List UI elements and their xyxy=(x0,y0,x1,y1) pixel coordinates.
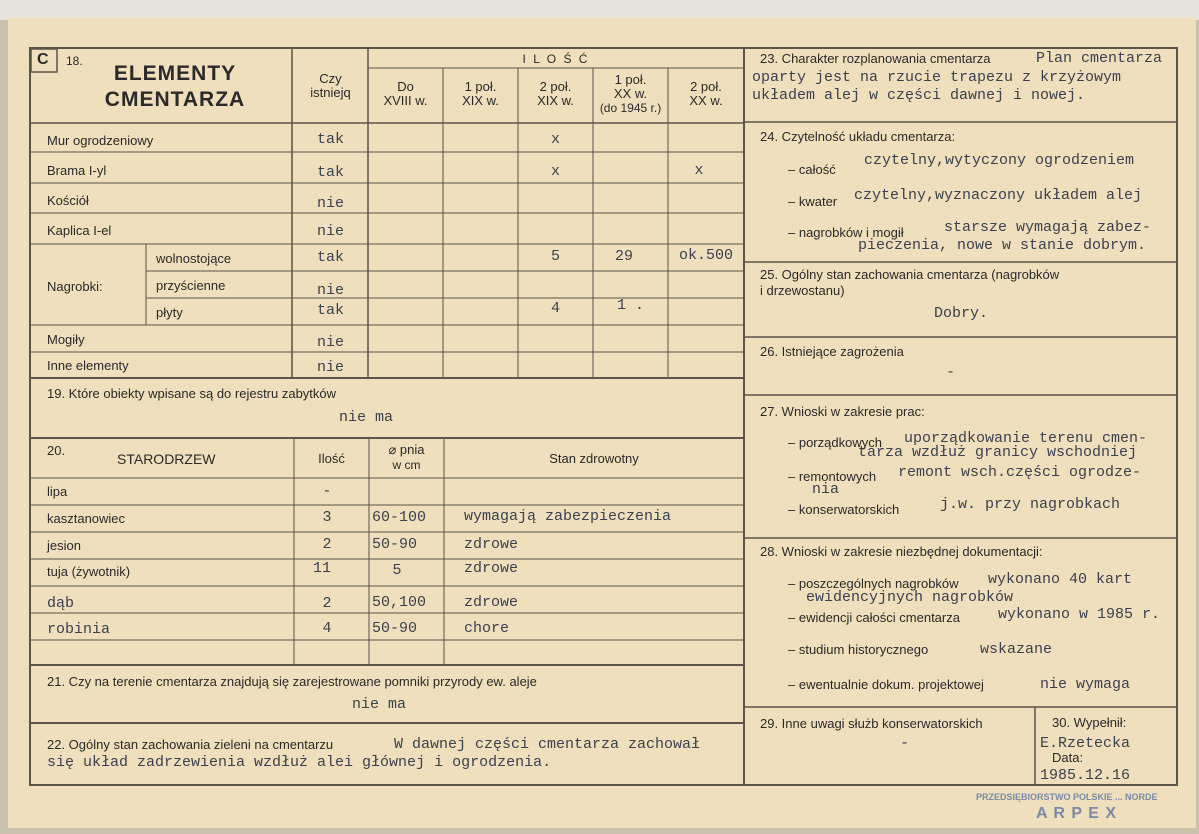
date-label: Data: xyxy=(1052,750,1084,765)
section-27-repair-value-line1: remont wsch.części ogrodze- xyxy=(898,464,1142,481)
section-22-label: 22. Ogólny stan zachowania zieleni na cmentarzu xyxy=(47,737,334,752)
tree-diameter: 60-100 xyxy=(372,509,427,526)
section-letter: C xyxy=(37,51,49,68)
period-header-4-line3: (do 1945 r.) xyxy=(599,101,662,115)
section-27-repair-value-line2: nia xyxy=(812,481,840,498)
quantity-value: ok.500 xyxy=(678,247,733,264)
quantity-header: I L O Ś Ć xyxy=(522,52,590,66)
section-25-value: Dobry. xyxy=(934,305,989,322)
period-header-5-line2: XX w. xyxy=(689,93,723,108)
quantity-value: x xyxy=(550,131,560,148)
period-header-1-line1: Do xyxy=(397,79,414,94)
row-label: Mogiły xyxy=(47,332,85,347)
section-28-registry-label: – ewidencji całości cmentarza xyxy=(788,610,960,625)
row-label: przyścienne xyxy=(156,278,226,293)
period-header-1-line2: XVIII w. xyxy=(383,93,428,108)
section-24-graves-label: – nagrobków i mogił xyxy=(788,225,904,240)
tree-health: zdrowe xyxy=(464,560,519,577)
quantity-value: x xyxy=(694,162,704,179)
section-27-label: 27. Wnioski w zakresie prac: xyxy=(760,404,925,419)
section-20-title: STARODRZEW xyxy=(117,451,216,467)
tree-health: zdrowe xyxy=(464,594,519,611)
section-27-repair-label: – remontowych xyxy=(788,469,877,484)
exists-value: tak xyxy=(316,164,344,181)
section-27-conservation-value: j.w. przy nagrobkach xyxy=(940,496,1121,513)
section-24-quarters-label: – kwater xyxy=(788,194,838,209)
tree-diameter: 5 xyxy=(392,562,402,579)
filled-date: 1985.12.16 xyxy=(1040,767,1131,784)
tree-name: jesion xyxy=(47,538,81,553)
section-28-registry-value: wykonano w 1985 r. xyxy=(998,606,1161,623)
section-23-value-line1: Plan cmentarza xyxy=(1036,50,1163,67)
trees-health-header: Stan zdrowotny xyxy=(549,451,639,466)
section-24-graves-value-line1: starsze wymagają zabez- xyxy=(944,219,1152,236)
quantity-value: 4 xyxy=(550,300,560,317)
tree-diameter: 50-90 xyxy=(372,536,418,553)
tree-health: chore xyxy=(464,620,510,637)
section-28-history-label: – studium historycznego xyxy=(788,642,929,657)
section-27-cleanup-label: – porządkowych xyxy=(788,435,882,450)
section-22-value-line2: się układ zadrzewienia wzdłuż alei głównej i ogrodzenia. xyxy=(47,754,552,771)
period-header-3-line1: 2 poł. xyxy=(539,79,572,94)
tree-name: dąb xyxy=(47,595,75,612)
tree-name: lipa xyxy=(47,484,68,499)
quantity-value: x xyxy=(550,163,560,180)
section-24-graves-value-line2: pieczenia, nowe w stanie dobrym. xyxy=(858,237,1147,254)
section-27-cleanup-value-line1: uporządkowanie terenu cmen- xyxy=(904,430,1148,447)
section-23-label: 23. Charakter rozplanowania cmentarza xyxy=(760,51,991,66)
section-24-whole-value: czytelny,wytyczony ogrodzeniem xyxy=(864,152,1135,169)
section-28-individual-value-line2: ewidencyjnych nagrobków xyxy=(806,589,1014,606)
section-19-label: 19. Które obiekty wpisane są do rejestru zabytków xyxy=(47,386,337,401)
section-25-label-line2: i drzewostanu) xyxy=(760,283,845,298)
tree-qty: 2 xyxy=(322,536,332,553)
section-25-label-line1: 25. Ogólny stan zachowania cmentarza (nagrobków xyxy=(760,267,1060,282)
trees-diameter-header-line1: ⌀ pnia xyxy=(388,442,425,457)
row-label: Brama I-yl xyxy=(47,163,107,178)
exists-value: nie xyxy=(316,223,344,240)
stamp-line2: A R P E X xyxy=(1036,805,1118,822)
tree-qty: 4 xyxy=(322,620,332,637)
trees-qty-header: Ilość xyxy=(318,451,345,466)
section-22-value-line1: W dawnej części cmentarza zachował xyxy=(394,736,701,753)
section-28-project-value: nie wymaga xyxy=(1040,676,1131,693)
exists-value: nie xyxy=(316,359,344,376)
section-28-individual-label: – poszczególnych nagrobków xyxy=(788,576,959,591)
exists-value: tak xyxy=(316,249,344,266)
period-header-4-line2: XX w. xyxy=(613,86,648,101)
filled-by-name: E.Rzetecka xyxy=(1040,735,1131,752)
exists-value: nie xyxy=(316,334,344,351)
section-24-label: 24. Czytelność układu cmentarza: xyxy=(760,129,956,144)
row-label: wolnostojące xyxy=(156,251,232,266)
tree-name: robinia xyxy=(47,621,111,638)
exists-header-line2: istniejq xyxy=(310,85,351,100)
section-28-history-value: wskazane xyxy=(980,641,1053,658)
row-label: Kościół xyxy=(47,193,89,208)
section-23-value-line3: układem alej w części dawnej i nowej. xyxy=(752,87,1086,104)
period-header-2-line2: XIX w. xyxy=(462,93,499,108)
section-18-title-line2: CMENTARZA xyxy=(104,88,246,111)
tree-health: zdrowe xyxy=(464,536,519,553)
tree-diameter: 50,100 xyxy=(372,594,427,611)
section-28-project-label: – ewentualnie dokum. projektowej xyxy=(788,677,984,692)
section-20-number: 20. xyxy=(47,443,66,458)
section-24-quarters-value: czytelny,wyznaczony układem alej xyxy=(854,187,1143,204)
tree-diameter: 50-90 xyxy=(372,620,418,637)
section-19-value: nie ma xyxy=(339,409,394,426)
exists-value: tak xyxy=(316,131,344,148)
section-18-number: 18. xyxy=(66,54,83,68)
quantity-value: 5 xyxy=(550,248,560,265)
section-21-label: 21. Czy na terenie cmentarza znajdują się zarejestrowane pomniki przyrody ew. aleje xyxy=(47,674,537,689)
exists-value: nie xyxy=(316,195,344,212)
section-26-label: 26. Istniejące zagrożenia xyxy=(760,344,904,359)
tree-qty: 3 xyxy=(322,509,332,526)
section-29-label: 29. Inne uwagi służb konserwatorskich xyxy=(760,716,983,731)
section-28-individual-value-line1: wykonano 40 kart xyxy=(988,571,1133,588)
stamp-line1: PRZEDSIĘBIORSTWO POLSKIE ... NORDE xyxy=(976,792,1158,802)
row-label: Kaplica I-el xyxy=(47,223,112,238)
row-label: Inne elementy xyxy=(47,358,129,373)
section-27-conservation-label: – konserwatorskich xyxy=(788,502,900,517)
section-24-whole-label: – całość xyxy=(788,162,836,177)
section-29-value: - xyxy=(900,735,910,752)
exists-header-line1: Czy xyxy=(319,71,342,86)
row-label: Mur ogrodzeniowy xyxy=(47,133,154,148)
section-26-value: - xyxy=(946,364,956,381)
section-23-value-line2: oparty jest na rzucie trapezu z krzyżowym xyxy=(752,69,1122,86)
section-21-value: nie ma xyxy=(352,696,407,713)
section-28-label: 28. Wnioski w zakresie niezbędnej dokumentacji: xyxy=(760,544,1043,559)
tombstones-group-label: Nagrobki: xyxy=(47,279,103,294)
period-header-3-line2: XIX w. xyxy=(537,93,574,108)
row-label: płyty xyxy=(156,305,183,320)
tree-qty: 2 xyxy=(322,595,332,612)
exists-value: tak xyxy=(316,302,344,319)
section-18-title-line1: ELEMENTY xyxy=(113,62,237,85)
trees-diameter-header-line2: w cm xyxy=(392,458,421,472)
section-30-label: 30. Wypełnił: xyxy=(1052,715,1127,730)
exists-value: nie xyxy=(316,282,344,299)
period-header-5-line1: 2 poł. xyxy=(690,79,722,94)
period-header-2-line1: 1 poł. xyxy=(464,79,497,94)
section-27-cleanup-value-line2: tarza wzdłuż granicy wschodniej xyxy=(858,444,1138,461)
quantity-value: 1 . xyxy=(616,297,644,314)
period-header-4-line1: 1 poł. xyxy=(614,72,647,87)
tree-qty: 11 xyxy=(312,560,331,577)
tree-name: tuja (żywotnik) xyxy=(47,564,131,579)
tree-name: kasztanowiec xyxy=(47,511,126,526)
tree-health: wymagają zabezpieczenia xyxy=(464,508,672,525)
quantity-value: 29 xyxy=(614,248,633,265)
tree-qty: - xyxy=(322,483,332,500)
